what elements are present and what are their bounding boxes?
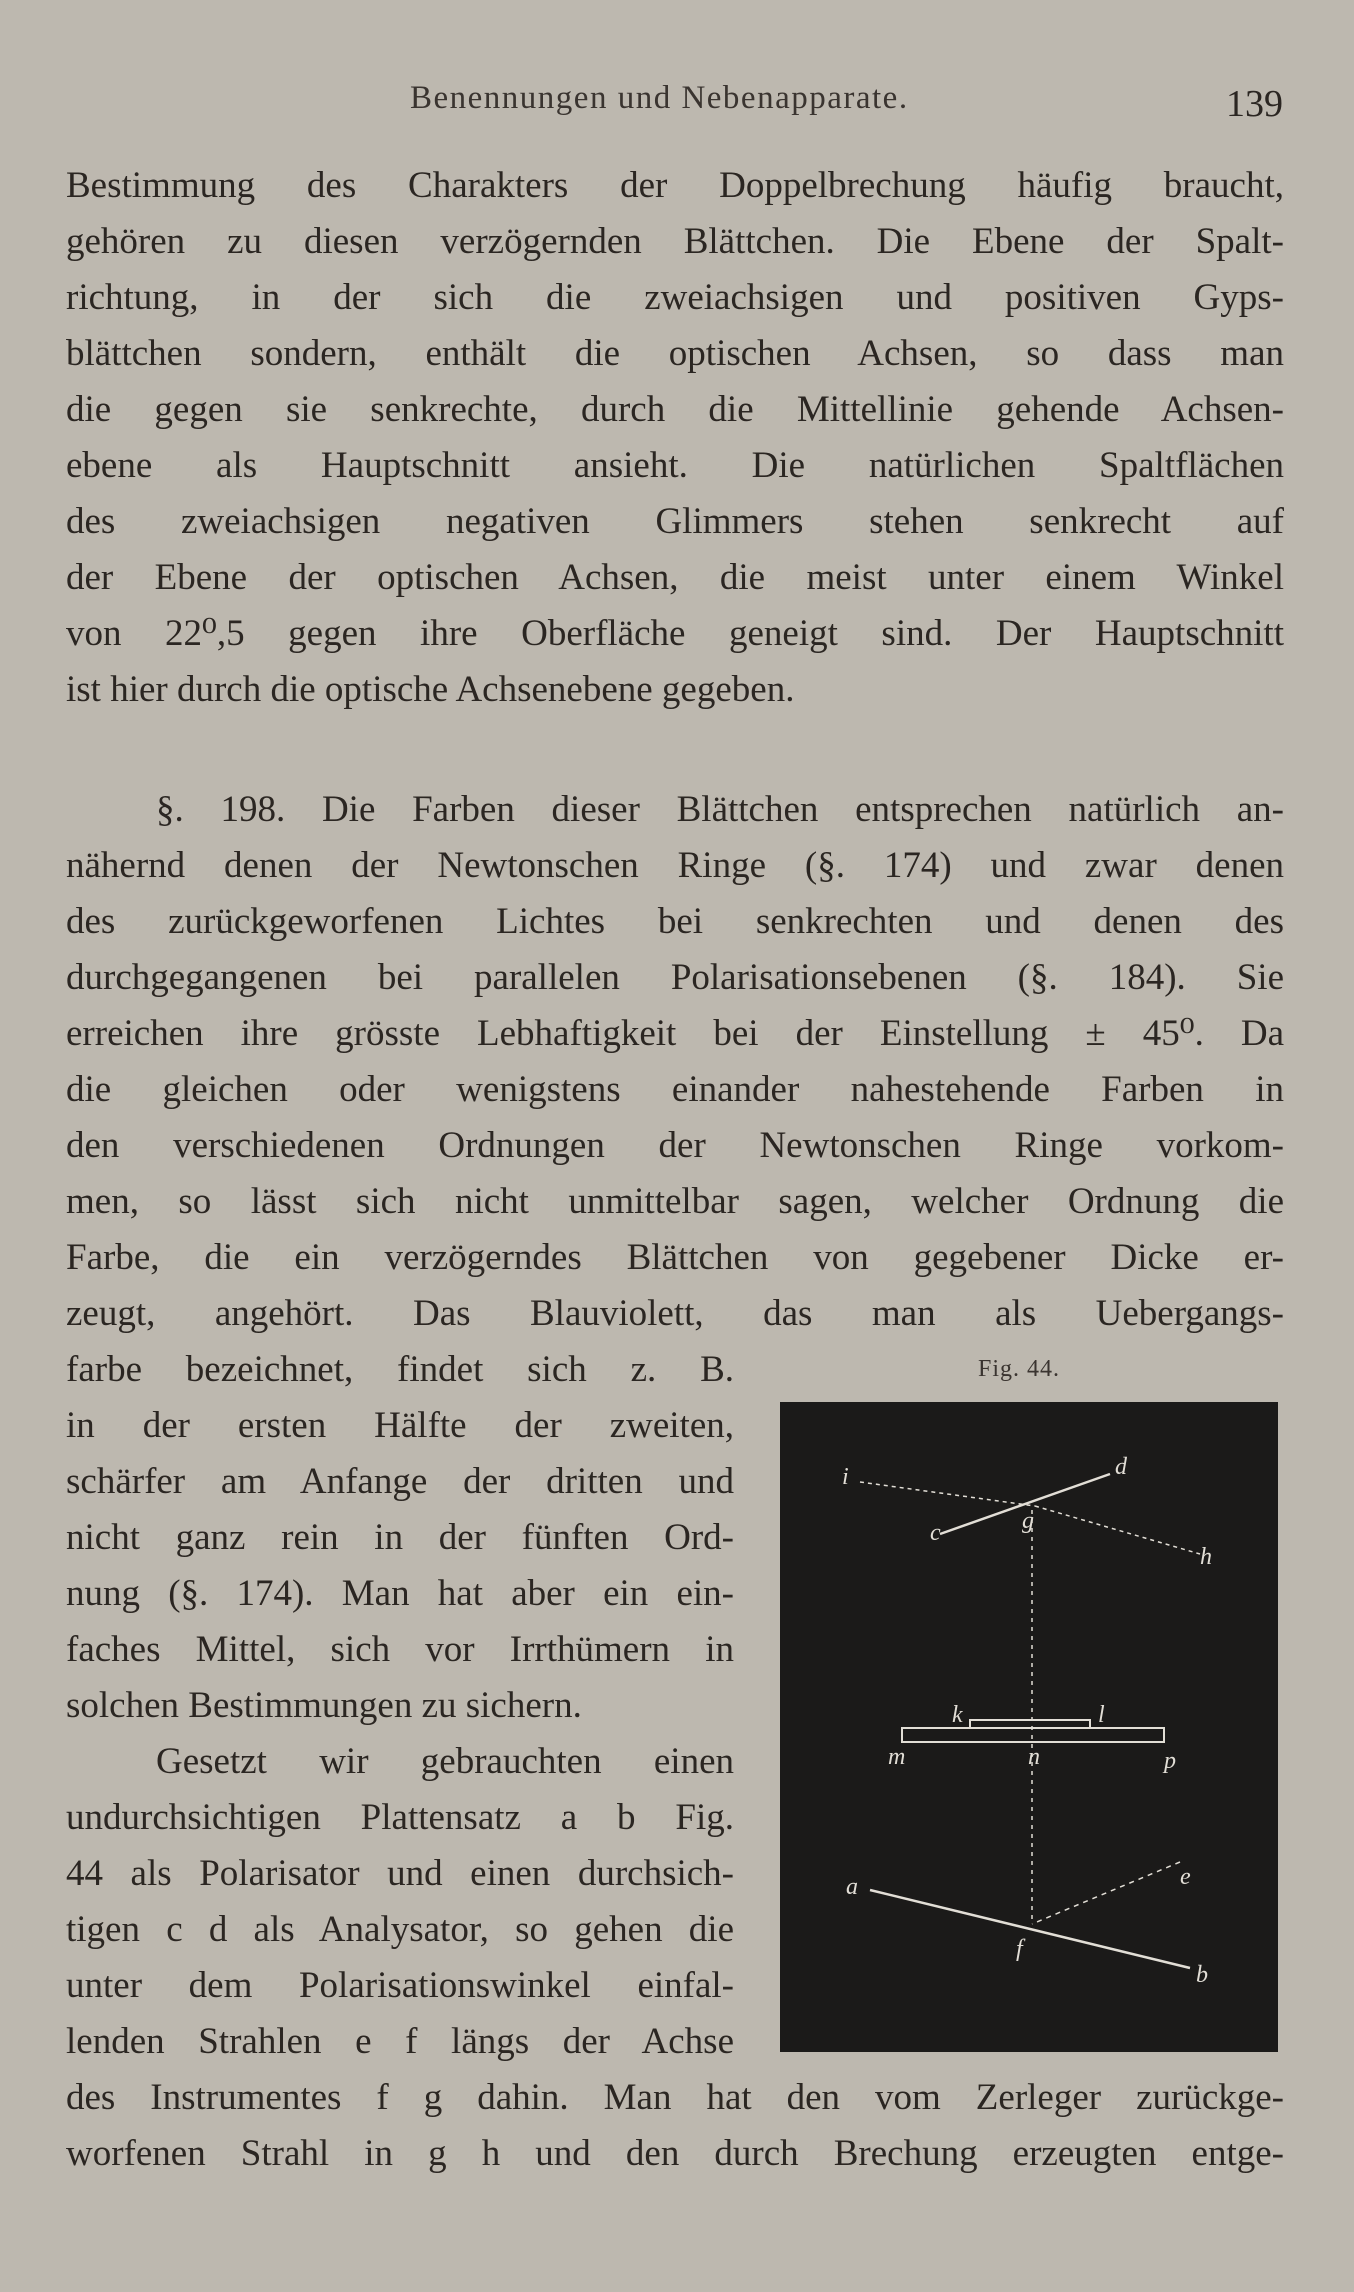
text-line: blättchen sondern, enthält die optischen Achsen, so dass man — [66, 333, 1284, 374]
text-line: den verschiedenen Ordnungen der Newtonschen Ringe vorkom- — [66, 1125, 1284, 1166]
label-e: e — [1180, 1864, 1191, 1890]
text-line: gehören zu diesen verzögernden Blättchen. Die Ebene der Spalt- — [66, 221, 1284, 262]
text-line: durchgegangenen bei parallelen Polarisationsebenen (§. 184). Sie — [66, 957, 1284, 998]
text-line: zeugt, angehört. Das Blauviolett, das man als Uebergangs- — [66, 1293, 1284, 1334]
text-line: in der ersten Hälfte der zweiten, — [66, 1405, 734, 1446]
text-line: von 22⁰,5 gegen ihre Oberfläche geneigt sind. Der Hauptschnitt — [66, 613, 1284, 654]
bottom-text — [66, 2070, 1284, 2182]
text-line: nung (§. 174). Man hat aber ein ein- — [66, 1573, 734, 1614]
text-line: 44 als Polarisator und einen durchsich- — [66, 1853, 734, 1894]
text-line: schärfer am Anfange der dritten und — [66, 1461, 734, 1502]
text-line: richtung, in der sich die zweiachsigen und positiven Gyps- — [66, 277, 1284, 318]
label-d: d — [1115, 1454, 1127, 1480]
paragraph-198 — [66, 782, 1284, 1342]
text-line: tigen c d als Analysator, so gehen die — [66, 1909, 734, 1950]
text-line: erreichen ihre grösste Lebhaftigkeit bei der Einstellung ± 45⁰. Da — [66, 1013, 1284, 1054]
text-line: ist hier durch die optische Achsenebene gegeben. — [66, 669, 795, 710]
text-line: des zurückgeworfenen Lichtes bei senkrechten und denen des — [66, 901, 1284, 942]
text-line: ebene als Hauptschnitt ansieht. Die natürlichen Spaltflächen — [66, 445, 1284, 486]
label-f: f — [1016, 1936, 1023, 1962]
figure-diagram — [780, 1402, 1278, 2052]
text-line: Farbe, die ein verzögerndes Blättchen von gegebener Dicke er- — [66, 1237, 1284, 1278]
polarizer-line-ab — [870, 1890, 1190, 1968]
label-p: p — [1164, 1748, 1176, 1774]
text-line: nicht ganz rein in der fünften Ord- — [66, 1517, 734, 1558]
ray-ig — [860, 1482, 1035, 1506]
text-line: die gegen sie senkrechte, durch die Mittellinie gehende Achsen- — [66, 389, 1284, 430]
text-line: men, so lässt sich nicht unmittelbar sagen, welcher Ordnung die — [66, 1181, 1284, 1222]
text-line: der Ebene der optischen Achsen, die meist unter einem Winkel — [66, 557, 1284, 598]
paragraph-1 — [66, 158, 1284, 718]
text-line: des Instrumentes f g dahin. Man hat den vom Zerleger zurückge- — [66, 2077, 1284, 2118]
running-header — [0, 80, 1354, 130]
text-line: Gesetzt wir gebrauchten einen — [156, 1741, 734, 1782]
label-i: i — [842, 1464, 849, 1490]
text-line: nähernd denen der Newtonschen Ringe (§. 174) und zwar denen — [66, 845, 1284, 886]
plate-mp — [902, 1728, 1164, 1742]
label-b: b — [1196, 1962, 1208, 1988]
text-line: die gleichen oder wenigstens einander nahestehende Farben in — [66, 1069, 1284, 1110]
figure-44 — [780, 1402, 1278, 2052]
label-l: l — [1098, 1702, 1105, 1728]
text-line: faches Mittel, sich vor Irrthümern in — [66, 1629, 734, 1670]
label-n: n — [1028, 1744, 1040, 1770]
ray-gh — [1035, 1506, 1200, 1554]
text-line: Bestimmung des Charakters der Doppelbrechung häufig braucht, — [66, 165, 1284, 206]
text-line: des zweiachsigen negativen Glimmers stehen senkrecht auf — [66, 501, 1284, 542]
label-c: c — [930, 1520, 941, 1546]
narrow-column-text — [66, 1342, 734, 2070]
plate-kl — [970, 1720, 1090, 1728]
text-line: undurchsichtigen Plattensatz a b Fig. — [66, 1797, 734, 1838]
text-line: lenden Strahlen e f längs der Achse — [66, 2021, 734, 2062]
text-line: unter dem Polarisationswinkel einfal- — [66, 1965, 734, 2006]
label-a: a — [846, 1874, 858, 1900]
label-g: g — [1022, 1508, 1034, 1534]
text-line: solchen Bestimmungen zu sichern. — [66, 1685, 582, 1726]
text-line: §. 198. Die Farben dieser Blättchen entsprechen natürlich an- — [156, 789, 1284, 830]
figure-caption: Fig. 44. — [978, 1356, 1061, 1382]
label-m: m — [888, 1744, 906, 1770]
header-title: Benennungen und Nebenapparate. — [410, 80, 909, 116]
ray-ef — [1032, 1862, 1180, 1924]
label-k: k — [952, 1702, 963, 1728]
text-line: worfenen Strahl in g h und den durch Brechung erzeugten entge- — [66, 2133, 1284, 2174]
text-line: farbe bezeichnet, findet sich z. B. — [66, 1349, 734, 1390]
page-number: 139 — [1226, 83, 1283, 125]
label-h: h — [1200, 1544, 1212, 1570]
